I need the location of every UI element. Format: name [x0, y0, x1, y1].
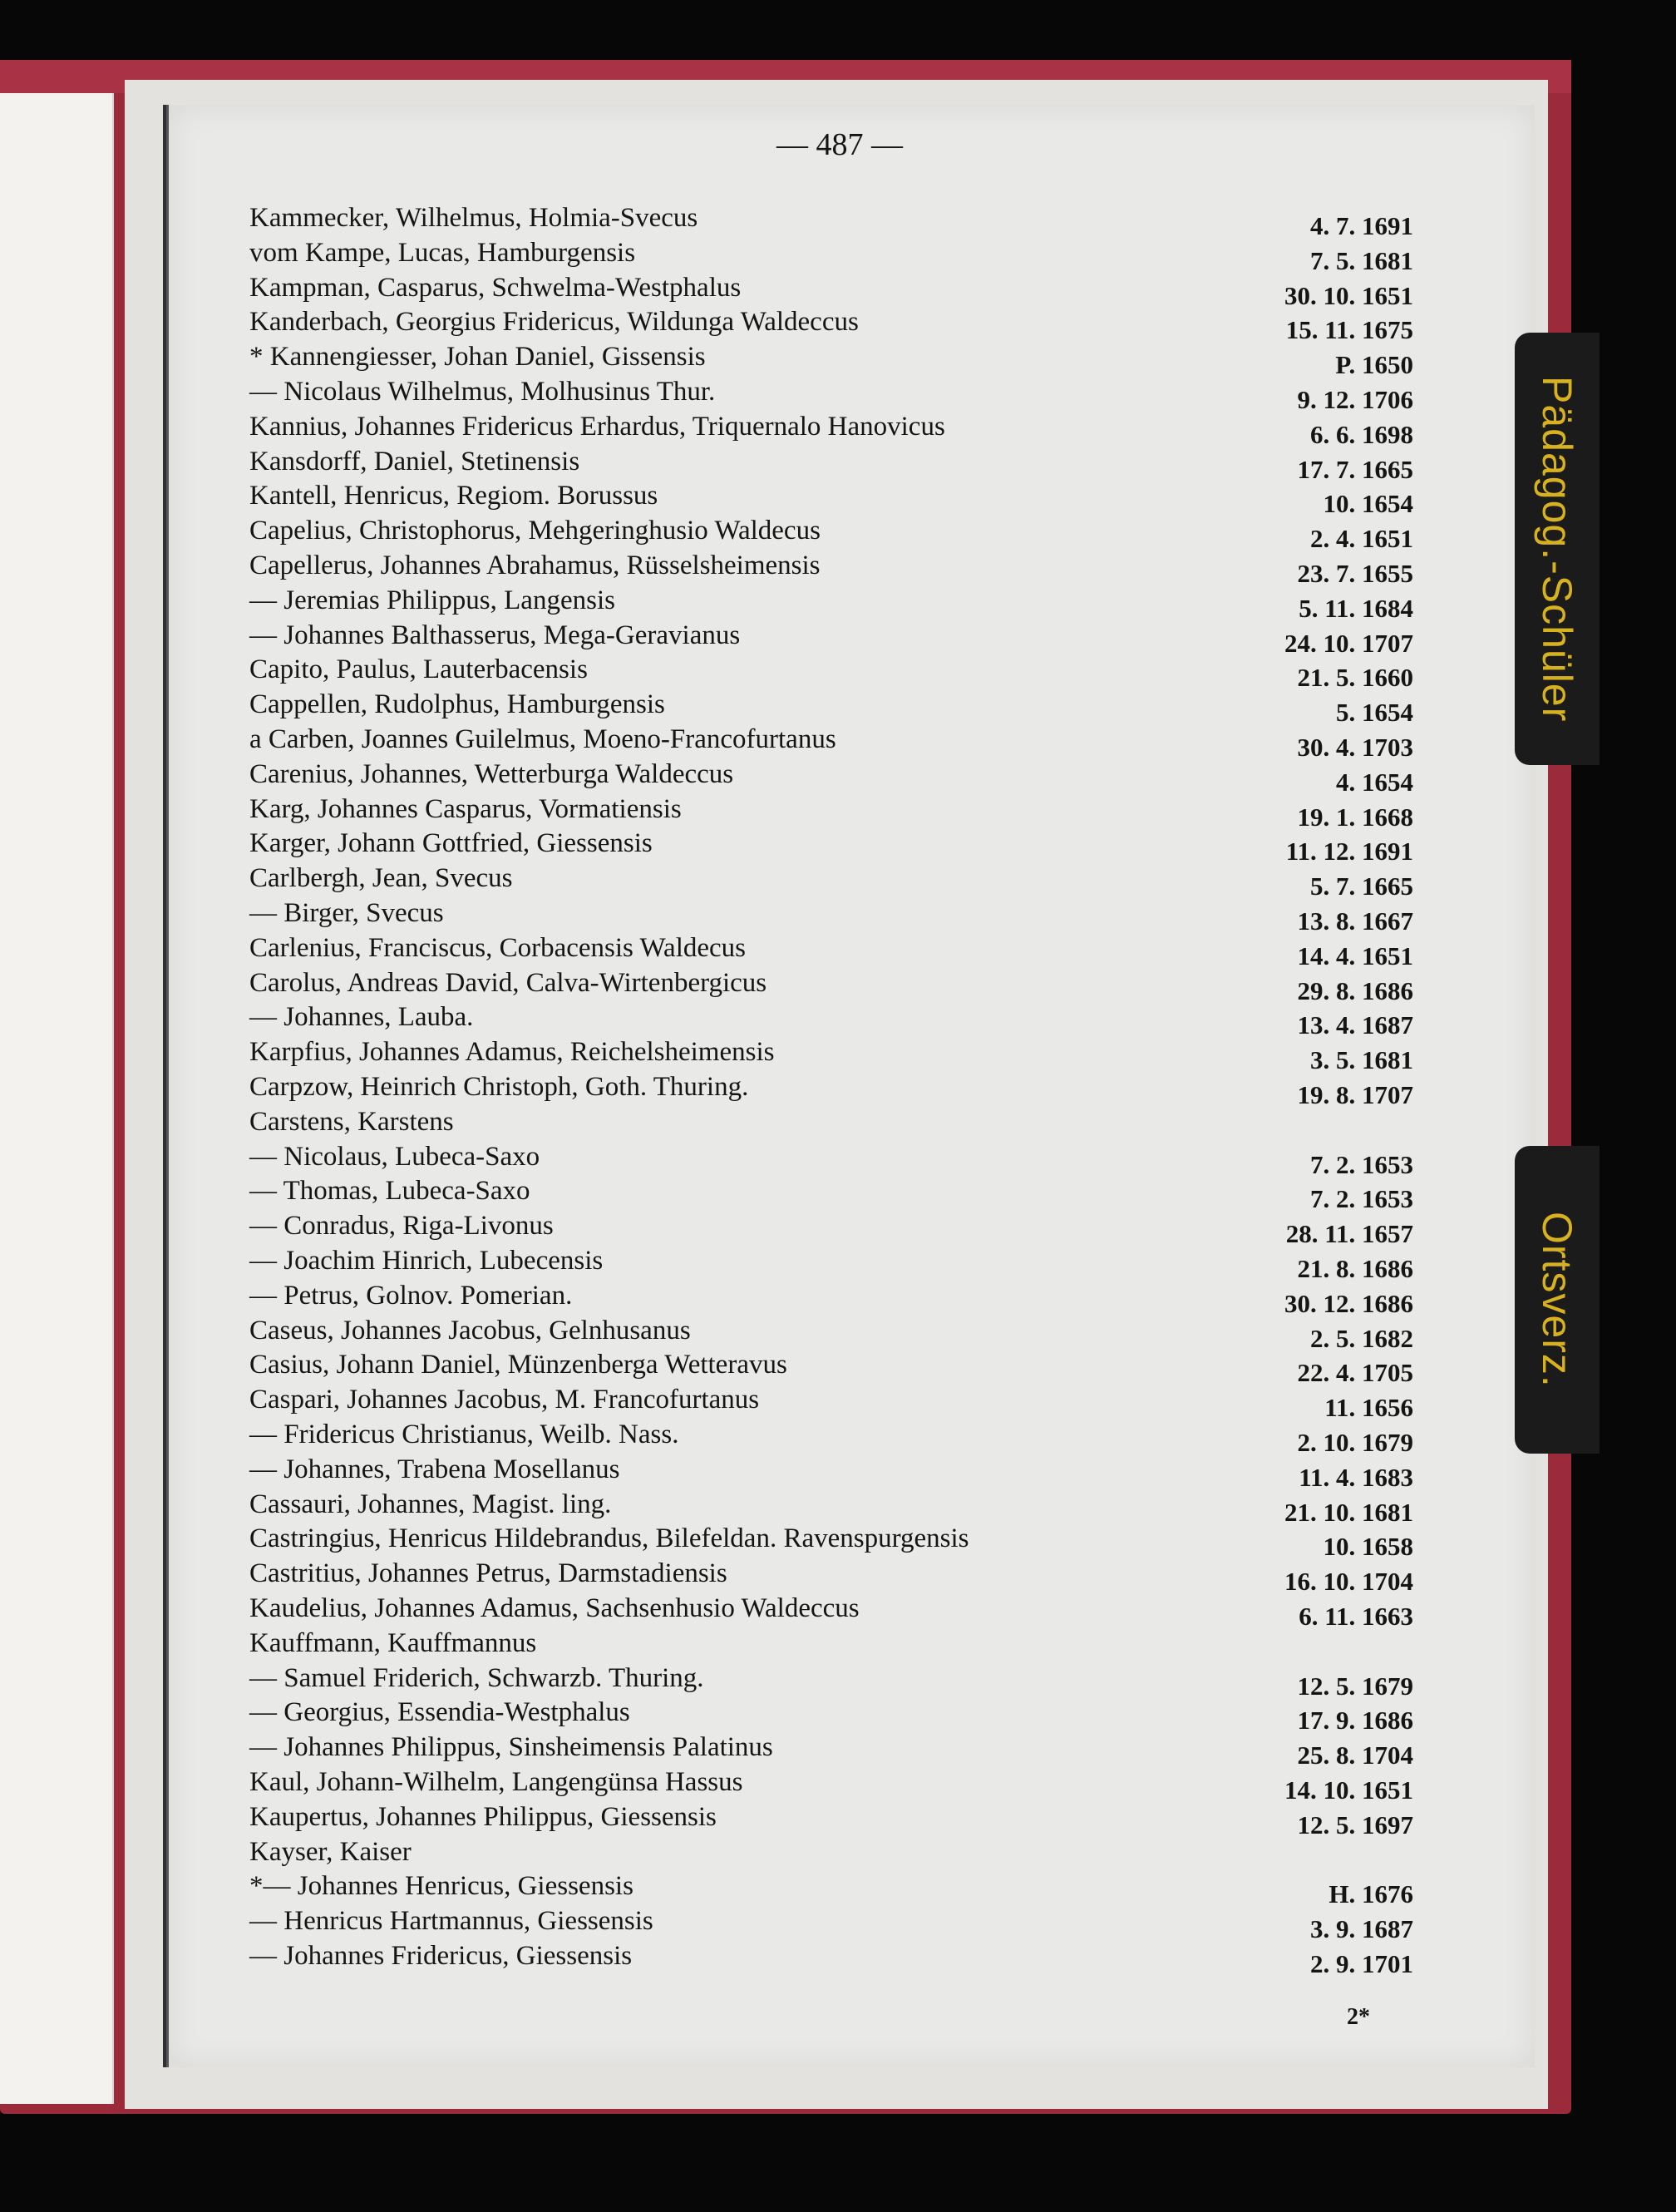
list-item	[0, 1072, 1413, 1108]
tab-label: Pädagog.-Schüler	[1534, 375, 1580, 723]
page-number: — 487 —	[776, 127, 903, 162]
entry-name: Castringius, Henricus Hildebrandus, Bilefeldan. Ravenspurgensis	[249, 1523, 969, 1554]
list-item	[0, 1558, 1413, 1595]
entry-date: P. 1650	[1335, 350, 1413, 380]
entry-date: 17. 7. 1665	[1297, 454, 1413, 484]
list-item	[0, 307, 1413, 343]
entry-date: 13. 8. 1667	[1297, 906, 1413, 936]
list-item	[0, 724, 1413, 761]
entry-name: * Kannengiesser, Johan Daniel, Gissensis	[249, 342, 706, 373]
list-item	[0, 898, 1413, 935]
entry-name: Carpzow, Heinrich Christoph, Goth. Thuring.	[249, 1072, 749, 1102]
entry-date: 12. 5. 1697	[1297, 1810, 1413, 1839]
entry-date: 6. 6. 1698	[1310, 419, 1413, 449]
list-item	[0, 1246, 1413, 1282]
list-item	[0, 689, 1413, 726]
tab-paedagog-schueler[interactable]	[1515, 333, 1600, 765]
entry-name: — Georgius, Essendia-Westphalus	[249, 1697, 630, 1728]
entry-name: Karpfius, Johannes Adamus, Reichelsheimensis	[249, 1037, 775, 1068]
list-item	[0, 1767, 1413, 1804]
entry-date: 7. 5. 1681	[1310, 245, 1413, 275]
entry-date: 5. 1654	[1336, 698, 1413, 728]
entry-date: 24. 10. 1707	[1284, 628, 1413, 658]
list-item	[0, 1628, 1413, 1665]
entry-date: 29. 8. 1686	[1297, 975, 1413, 1005]
entry-date: 2. 5. 1682	[1310, 1323, 1413, 1353]
entry-name: — Nicolaus, Lubeca-Saxo	[249, 1141, 540, 1172]
list-item	[0, 1871, 1413, 1908]
entry-name: Karger, Johann Gottfried, Giessensis	[249, 828, 653, 859]
list-item	[0, 1837, 1413, 1874]
list-item	[0, 1350, 1413, 1386]
entry-date: H. 1676	[1328, 1879, 1413, 1909]
list-item	[0, 968, 1413, 1005]
entry-date: 7. 2. 1653	[1310, 1184, 1413, 1214]
list-item	[0, 1454, 1413, 1491]
list-item	[0, 1002, 1413, 1039]
entry-date: 2. 10. 1679	[1297, 1428, 1413, 1457]
entry-name: vom Kampe, Lucas, Hamburgensis	[249, 237, 636, 268]
list-item	[0, 1593, 1413, 1630]
list-item	[0, 1385, 1413, 1421]
list-item	[0, 551, 1413, 587]
list-item	[0, 1732, 1413, 1769]
entry-name: Cassauri, Johannes, Magist. ling.	[249, 1489, 612, 1519]
entry-name: Kaudelius, Johannes Adamus, Sachsenhusio Waldeccus	[249, 1593, 860, 1623]
entry-name: Kauffmann, Kauffmannus	[249, 1627, 537, 1658]
entry-name: Castritius, Johannes Petrus, Darmstadiensis	[249, 1558, 727, 1589]
list-item	[0, 585, 1413, 622]
entry-date: 14. 4. 1651	[1297, 941, 1413, 970]
list-item	[0, 1802, 1413, 1839]
list-item	[0, 412, 1413, 448]
signature-mark: 2*	[1347, 2004, 1370, 2030]
entry-date: 2. 9. 1701	[1310, 1949, 1413, 1978]
entry-date: 19. 8. 1707	[1297, 1080, 1413, 1109]
entry-name: Kampman, Casparus, Schwelma-Westphalus	[249, 272, 742, 303]
entry-name: — Thomas, Lubeca-Saxo	[249, 1176, 530, 1207]
entry-name: Carolus, Andreas David, Calva-Wirtenbergicus	[249, 967, 767, 998]
entry-date: 3. 5. 1681	[1310, 1045, 1413, 1075]
entry-date: 6. 11. 1663	[1299, 1602, 1413, 1631]
list-item	[0, 654, 1413, 691]
entry-date: 28. 11. 1657	[1285, 1219, 1413, 1249]
entry-name: Carlbergh, Jean, Svecus	[249, 863, 513, 894]
entry-date: 22. 4. 1705	[1297, 1358, 1413, 1388]
list-item	[0, 933, 1413, 970]
list-item	[0, 1037, 1413, 1074]
entry-date: 10. 1658	[1323, 1532, 1413, 1562]
entry-name: Capito, Paulus, Lauterbacensis	[249, 654, 588, 685]
tab-ortsverz[interactable]	[1515, 1146, 1600, 1454]
entry-date: 2. 4. 1651	[1310, 524, 1413, 554]
entry-name: Carlenius, Franciscus, Corbacensis Waldecus	[249, 932, 747, 963]
list-item	[0, 342, 1413, 378]
list-item	[0, 1906, 1413, 1943]
list-item	[0, 203, 1413, 239]
entry-date: 7. 2. 1653	[1310, 1149, 1413, 1179]
entry-date: 19. 1. 1668	[1297, 802, 1413, 832]
list-item	[0, 620, 1413, 657]
list-item	[0, 1281, 1413, 1317]
list-item	[0, 828, 1413, 865]
entry-name: Caseus, Johannes Jacobus, Gelnhusanus	[249, 1315, 691, 1345]
entry-date: 30. 12. 1686	[1284, 1288, 1413, 1318]
list-item	[0, 1697, 1413, 1734]
list-item	[0, 1941, 1413, 1977]
entry-date: 14. 10. 1651	[1284, 1775, 1413, 1805]
list-item	[0, 273, 1413, 309]
entry-date: 30. 4. 1703	[1297, 733, 1413, 762]
entry-date: 21. 5. 1660	[1297, 663, 1413, 693]
entry-name: — Petrus, Golnov. Pomerian.	[249, 1280, 573, 1311]
entry-date: 11. 1656	[1324, 1393, 1413, 1423]
entry-date: 11. 4. 1683	[1299, 1462, 1413, 1492]
entry-name: Casius, Johann Daniel, Münzenberga Wetteravus	[249, 1350, 787, 1380]
list-item	[0, 377, 1413, 413]
entry-date: 21. 10. 1681	[1284, 1497, 1413, 1527]
entry-name: — Johannes Fridericus, Giessensis	[249, 1941, 633, 1971]
entry-name: Kammecker, Wilhelmus, Holmia-Svecus	[249, 203, 698, 233]
entry-date: 21. 8. 1686	[1297, 1254, 1413, 1283]
entry-name: Kantell, Henricus, Regiom. Borussus	[249, 481, 658, 511]
entry-name: — Jeremias Philippus, Langensis	[249, 585, 615, 615]
entry-name: Kaul, Johann-Wilhelm, Langengünsa Hassus	[249, 1767, 743, 1797]
list-item	[0, 759, 1413, 796]
entry-name: — Birger, Svecus	[249, 898, 444, 928]
entry-name: — Samuel Friderich, Schwarzb. Thuring.	[249, 1662, 704, 1693]
list-item	[0, 863, 1413, 900]
entry-name: — Fridericus Christianus, Weilb. Nass.	[249, 1420, 679, 1449]
entry-name: a Carben, Joannes Guilelmus, Moeno-Francofurtanus	[249, 724, 836, 754]
list-item	[0, 1663, 1413, 1700]
list-item	[0, 1176, 1413, 1212]
entry-date: 11. 12. 1691	[1285, 837, 1413, 867]
entry-name: — Johannes, Trabena Mosellanus	[249, 1454, 620, 1484]
list-item	[0, 447, 1413, 483]
entry-name: Caspari, Johannes Jacobus, M. Francofurtanus	[249, 1385, 760, 1415]
entry-name: Kaupertus, Johannes Philippus, Giessensis	[249, 1801, 717, 1832]
entry-date: 5. 11. 1684	[1299, 593, 1413, 623]
entry-date: 3. 9. 1687	[1310, 1914, 1413, 1944]
entry-date: 10. 1654	[1323, 489, 1413, 519]
entry-date: 16. 10. 1704	[1284, 1567, 1413, 1597]
list-item	[0, 1523, 1413, 1560]
list-item	[0, 794, 1413, 831]
entry-name: Carenius, Johannes, Wetterburga Waldeccus	[249, 758, 734, 789]
list-item	[0, 1316, 1413, 1352]
entry-name: — Johannes Balthasserus, Mega-Geravianus	[249, 620, 741, 650]
entry-name: Kanderbach, Georgius Fridericus, Wildunga Waldeccus	[249, 307, 859, 338]
entry-date: 4. 1654	[1336, 767, 1413, 797]
entry-date: 17. 9. 1686	[1297, 1706, 1413, 1736]
entry-name: Cappellen, Rudolphus, Hamburgensis	[249, 689, 665, 720]
entry-name: Carstens, Karstens	[249, 1106, 454, 1137]
entry-name: — Nicolaus Wilhelmus, Molhusinus Thur.	[249, 377, 716, 407]
entry-date: 23. 7. 1655	[1297, 559, 1413, 588]
entry-name: *— Johannes Henricus, Giessensis	[249, 1871, 633, 1902]
entry-date: 5. 7. 1665	[1310, 871, 1413, 901]
list-item	[0, 1107, 1413, 1143]
entry-date: 13. 4. 1687	[1297, 1010, 1413, 1040]
list-item	[0, 238, 1413, 274]
entry-name: — Henricus Hartmannus, Giessensis	[249, 1906, 653, 1937]
entry-date: 25. 8. 1704	[1297, 1740, 1413, 1770]
tab-label: Ortsverz.	[1534, 1212, 1580, 1388]
entry-name: Capellerus, Johannes Abrahamus, Rüsselsheimensis	[249, 551, 821, 580]
entry-name: — Joachim Hinrich, Lubecensis	[249, 1246, 604, 1276]
entry-date: 12. 5. 1679	[1297, 1671, 1413, 1701]
entry-name: Kansdorff, Daniel, Stetinensis	[249, 446, 580, 476]
entry-name: Karg, Johannes Casparus, Vormatiensis	[249, 793, 682, 824]
list-item	[0, 481, 1413, 517]
list-item	[0, 1420, 1413, 1456]
list-item	[0, 516, 1413, 552]
entry-name: Kannius, Johannes Fridericus Erhardus, Triquernalo Hanovicus	[249, 411, 945, 442]
entry-name: — Johannes, Lauba.	[249, 1002, 474, 1033]
list-item	[0, 1142, 1413, 1178]
entry-name: Capelius, Christophorus, Mehgeringhusio Waldecus	[249, 516, 821, 546]
list-item	[0, 1489, 1413, 1526]
entry-date: 15. 11. 1675	[1285, 315, 1413, 345]
entry-name: Kayser, Kaiser	[249, 1836, 412, 1867]
entry-date: 9. 12. 1706	[1297, 385, 1413, 414]
entry-name: — Conradus, Riga-Livonus	[249, 1211, 554, 1242]
entry-date: 30. 10. 1651	[1284, 280, 1413, 310]
list-item	[0, 1211, 1413, 1247]
entry-name: — Johannes Philippus, Sinsheimensis Palatinus	[249, 1732, 773, 1763]
entry-date: 4. 7. 1691	[1310, 211, 1413, 240]
